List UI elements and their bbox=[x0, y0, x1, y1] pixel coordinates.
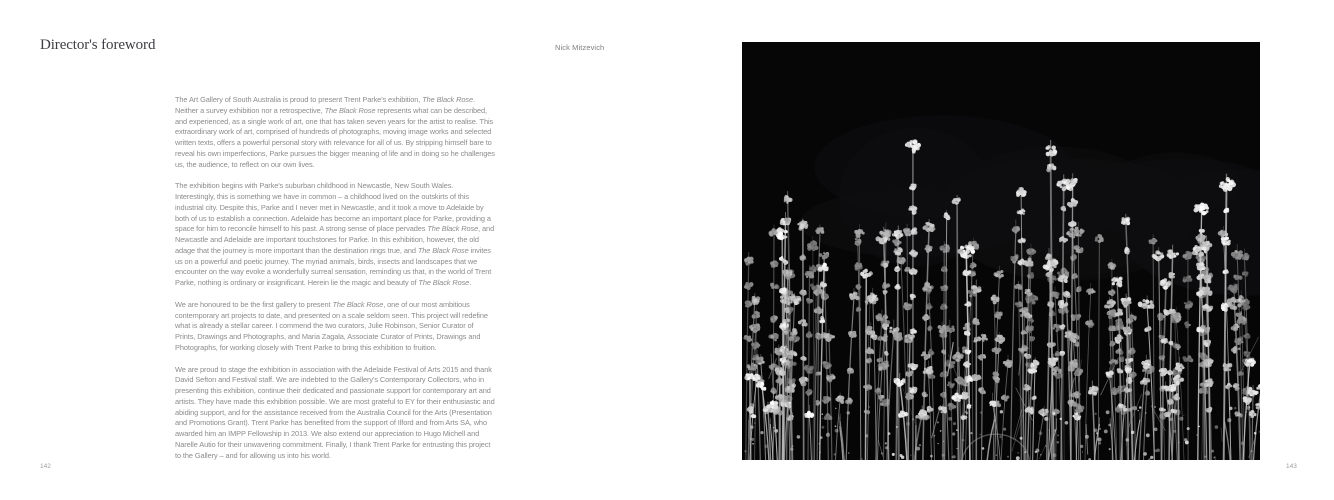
foreword-paragraph: We are proud to stage the exhibition in association with the Adelaide Festival of Arts 2015 and thank David Sefton and Festival staff. We are indebted to the Gallery's Contemporary Collectors, who in presenting this exhibition, continue their dedicated and passionate support for contemporary art and artists. They have made this exhibition possible. We are most grateful to EY for their enthusiastic and abiding support, and for the assistance received from the Australia Council for the Arts (Presentation and Promotions Grant). Trent Parke has benefited from the support of Ilford and from Arts SA, who awarded him an IMPP Fellowship in 2013. We also extend our appreciation to Hugo Michell and Narelle Autio for their unwavering commitment. Finally, I thank Trent Parke for entrusting this project to the Gallery – and for allowing us into his world. bbox=[175, 364, 495, 460]
foreword-paragraph: The exhibition begins with Parke's suburban childhood in Newcastle, New South Wales. Interestingly, this is something we have in common – a childhood lived on the outskirts of this industrial city. Despite this, Parke and I never met in Newcastle, and it took a move to Adelaide by both of us to establish a connection. Adelaide has become an important place for Parke, providing a space for him to reconcile himself to his past. A strong sense of place pervades The Black Rose, and Newcastle and Adelaide are important touchstones for Parke. In this exhibition, however, the old adage that the journey is more important than the destination rings true, and The Black Rose invites us on a powerful and poetic journey. The myriad animals, birds, insects and landscapes that we encounter on the way evoke a wonderfully surreal sensation, reminding us that, in the world of Trent Parke, nothing is ordinary or insignificant. Herein lie the magic and beauty of The Black Rose. bbox=[175, 181, 495, 287]
foreword-paragraph: The Art Gallery of South Australia is proud to present Trent Parke's exhibition, The Black Rose. Neither a survey exhibition nor a retrospective, The Black Rose represents what can be described, and experienced, as a single work of art, one that has taken seven years for the artist to realise. This extraordinary work of art, comprised of hundreds of photographs, moving image works and selected written texts, offers a powerful personal story with relevance for all of us. By stripping himself bare to reveal his own imperfections, Parke pursues the bigger meaning of life and in doing so he challenges us, the audience, to reflect on our own lives. bbox=[175, 95, 495, 169]
photo bbox=[742, 42, 1260, 460]
page-title: Director's foreword bbox=[40, 37, 156, 53]
foreword-text bbox=[175, 95, 495, 472]
page-number-right: 143 bbox=[1286, 463, 1297, 470]
photo-image bbox=[742, 42, 1260, 460]
foreword-paragraph: We are honoured to be the first gallery to present The Black Rose, one of our most ambitious contemporary art projects to date, and presented on a scale seldom seen. This project will redefine what is already a stellar career. I commend the two curators, Julie Robinson, Senior Curator of Prints, Drawings and Photographs, and Maria Zagala, Associate Curator of Prints, Drawings and Photographs, for working closely with Trent Parke to bring this exhibition to fruition. bbox=[175, 299, 488, 352]
author-name: Nick Mitzevich bbox=[555, 43, 605, 52]
page-number-left: 142 bbox=[40, 463, 51, 470]
